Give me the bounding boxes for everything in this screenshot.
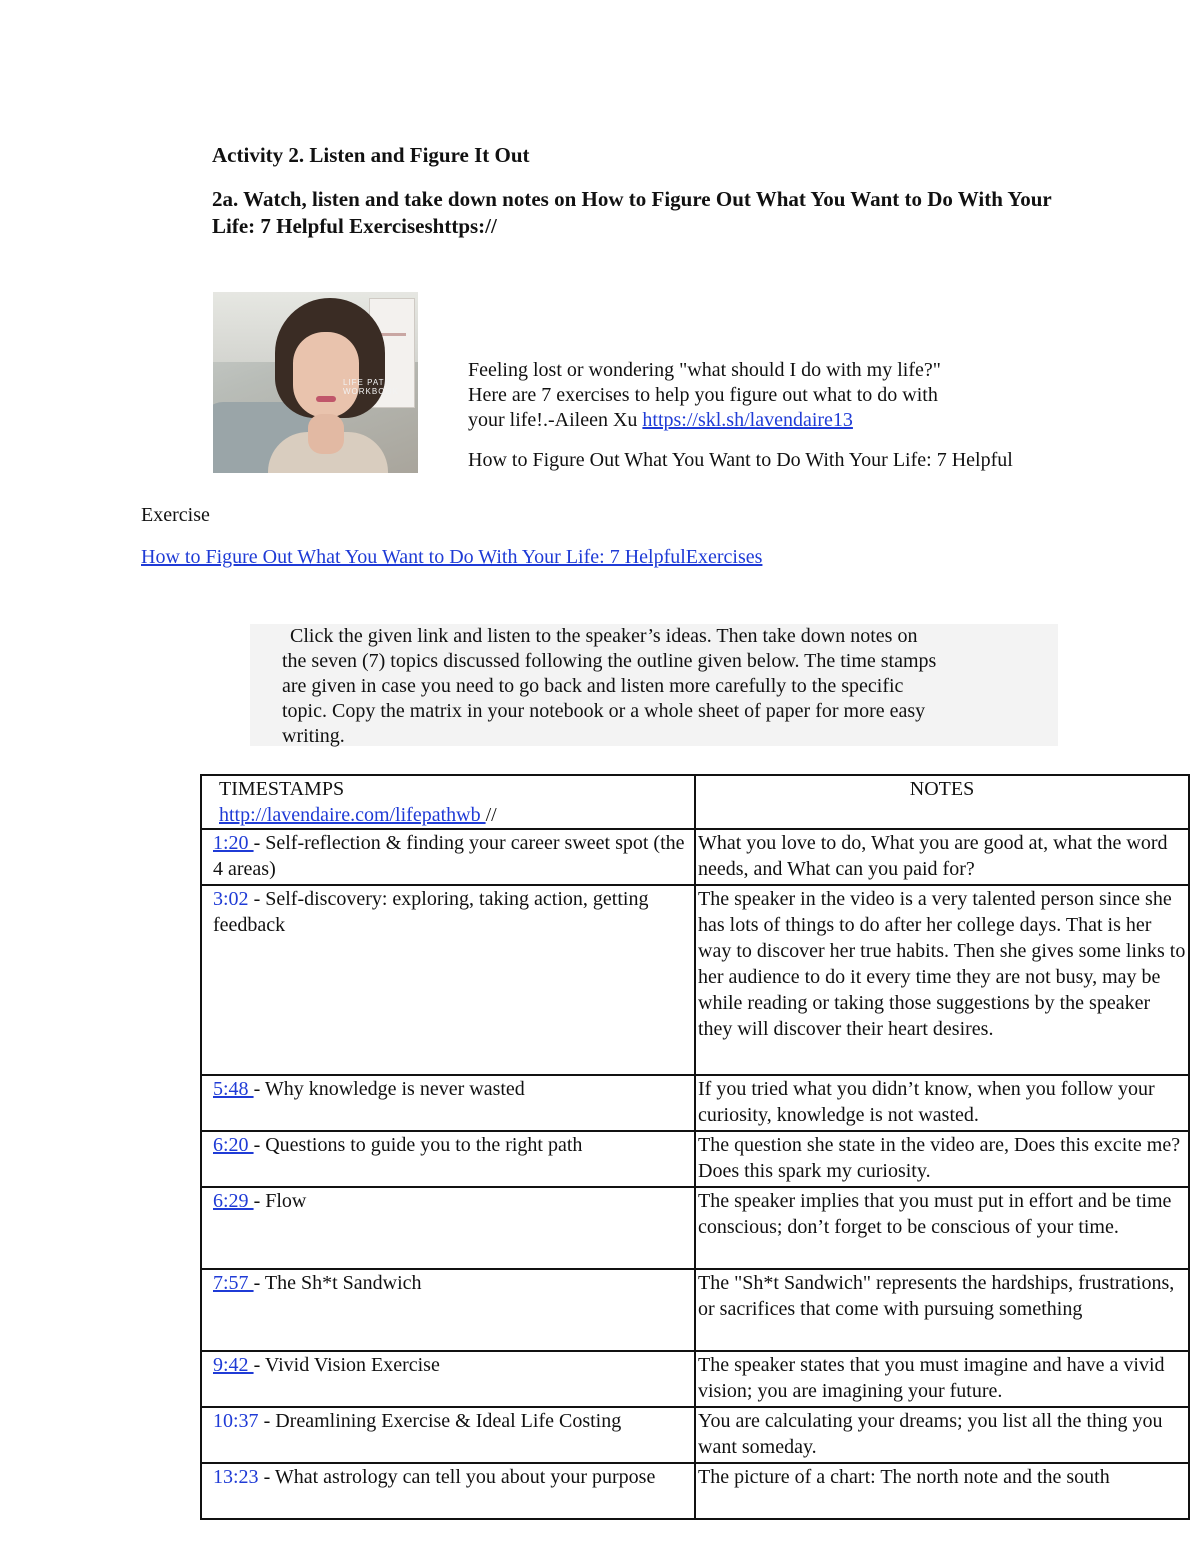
topic-text: - Dreamlining Exercise & Ideal Life Costing bbox=[258, 1410, 622, 1432]
note-cell: The speaker implies that you must put in effort and be time conscious; don’t forget to be conscious of your time. bbox=[695, 1187, 1189, 1269]
video-description: Feeling lost or wondering "what should I do with my life?" Here are 7 exercises to help you figure out what to do with your life!.-Aileen Xu https://skl.sh/lavendaire13 bbox=[468, 359, 941, 431]
video-link[interactable]: How to Figure Out What You Want to Do With Your Life: 7 HelpfulExercises bbox=[141, 546, 763, 568]
timestamp-link[interactable]: 10:37 bbox=[213, 1410, 259, 1432]
notes-header: NOTES bbox=[695, 775, 1189, 829]
note-cell: You are calculating your dreams; you list all the thing you want someday. bbox=[695, 1407, 1189, 1463]
timestamps-header: TIMESTAMPS http://lavendaire.com/lifepathwb // bbox=[201, 775, 695, 829]
topic-text: - Flow bbox=[253, 1190, 307, 1212]
video-title: How to Figure Out What You Want to Do With Your Life: 7 Helpful bbox=[468, 449, 1013, 471]
table-header-row bbox=[201, 775, 1189, 829]
exercise-label: Exercise bbox=[141, 504, 210, 526]
video-thumbnail[interactable] bbox=[213, 292, 418, 473]
table-row bbox=[201, 1463, 1189, 1519]
table-row bbox=[201, 1351, 1189, 1407]
timestamp-link[interactable]: 5:48 bbox=[213, 1078, 254, 1100]
timestamp-link[interactable]: 7:57 bbox=[213, 1272, 254, 1294]
note-cell: The speaker in the video is a very talented person since she has lots of things to do after her college days. That is her way to discover her true habits. Then she gives some links to her audience to do it every time they are not busy, may be while reading or taking those suggestions by the speaker they will discover their heart desires. bbox=[695, 885, 1189, 1075]
topic-text: - Questions to guide you to the right path bbox=[253, 1134, 583, 1156]
topic-text: - The Sh*t Sandwich bbox=[253, 1272, 422, 1294]
activity-subtitle: 2a. Watch, listen and take down notes on How to Figure Out What You Want to Do With Your Life: 7 Helpful Exerciseshttps:// bbox=[212, 187, 1052, 238]
note-cell: The speaker states that you must imagine and have a vivid vision; you are imagining your future. bbox=[695, 1351, 1189, 1407]
timestamp-link[interactable]: 3:02 bbox=[213, 888, 249, 910]
table-row bbox=[201, 829, 1189, 885]
note-cell: The question she state in the video are, Does this excite me? Does this spark my curiosity. bbox=[695, 1131, 1189, 1187]
activity-title: Activity 2. Listen and Figure It Out bbox=[212, 143, 530, 167]
timestamp-link[interactable]: 6:20 bbox=[213, 1134, 254, 1156]
table-row bbox=[201, 1131, 1189, 1187]
lifepath-link[interactable]: http://lavendaire.com/lifepathwb bbox=[219, 804, 486, 826]
instructions: Click the given link and listen to the speaker’s ideas. Then take down notes on the seven (7) topics discussed following the outline given below. The time stamps are given in case you need to go back and listen more carefully to the specific topic. Copy the matrix in your notebook or a whole sheet of paper for more easy writing. bbox=[250, 624, 1060, 749]
timestamp-link[interactable]: 6:29 bbox=[213, 1190, 254, 1212]
table-row bbox=[201, 1407, 1189, 1463]
topic-text: - Self-reflection & finding your career sweet spot (the 4 areas) bbox=[213, 832, 685, 880]
note-cell: What you love to do, What you are good at, what the word needs, and What can you paid for? bbox=[695, 829, 1189, 885]
note-cell: The "Sh*t Sandwich" represents the hardships, frustrations, or sacrifices that come with pursuing something bbox=[695, 1269, 1189, 1351]
topic-text: - Self-discovery: exploring, taking action, getting feedback bbox=[213, 888, 649, 936]
table-row bbox=[201, 1075, 1189, 1131]
timestamp-link[interactable]: 1:20 bbox=[213, 832, 254, 854]
table-row bbox=[201, 1187, 1189, 1269]
notes-table bbox=[200, 774, 1190, 1520]
note-cell: If you tried what you didn’t know, when you follow your curiosity, knowledge is not wasted. bbox=[695, 1075, 1189, 1131]
skillshare-link[interactable]: https://skl.sh/lavendaire13 bbox=[642, 409, 853, 431]
topic-text: - What astrology can tell you about your purpose bbox=[258, 1466, 656, 1488]
topic-text: - Why knowledge is never wasted bbox=[253, 1078, 525, 1100]
timestamp-link[interactable]: 13:23 bbox=[213, 1466, 259, 1488]
table-row bbox=[201, 885, 1189, 1075]
thumbnail-caption: LIFE PATH WORKBOOK bbox=[343, 378, 400, 396]
topic-text: - Vivid Vision Exercise bbox=[253, 1354, 440, 1376]
table-row bbox=[201, 1269, 1189, 1351]
timestamp-link[interactable]: 9:42 bbox=[213, 1354, 254, 1376]
note-cell: The picture of a chart: The north note and the south bbox=[695, 1463, 1189, 1519]
